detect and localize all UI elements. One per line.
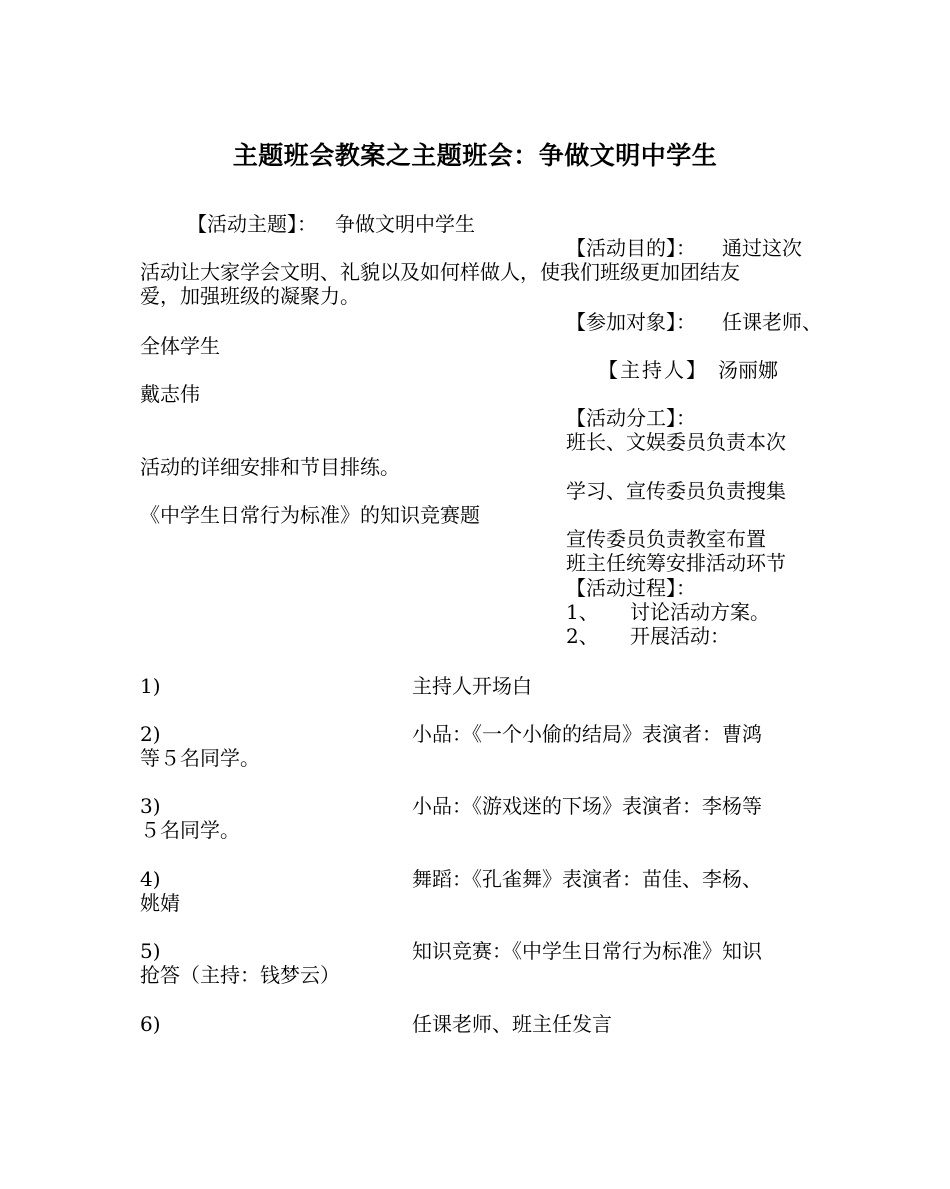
program-item-line2: ５名同学。 xyxy=(140,818,240,842)
theme-value: 争做文明中学生 xyxy=(335,212,475,236)
program-item-line1: 知识竞赛：《中学生日常行为标准》知识 xyxy=(412,939,762,963)
program-item-line1: 小品：《一个小偷的结局》表演者：曹鸿 xyxy=(412,722,762,746)
division-line-e: 宣传委员负责教室布置 xyxy=(566,527,766,551)
program-item-line1: 主持人开场白 xyxy=(412,674,532,698)
division-line-b: 活动的详细安排和节目排练。 xyxy=(140,455,400,479)
program-item-line2: 抢答（主持：钱梦云） xyxy=(140,963,340,987)
program-item-line2: 等５名同学。 xyxy=(140,746,260,770)
division-line-f: 班主任统筹安排活动环节 xyxy=(566,551,786,575)
division-line-c: 学习、宣传委员负责搜集 xyxy=(566,479,786,503)
host-label: 【主持人】 xyxy=(598,358,708,382)
process-label: 【活动过程】： xyxy=(566,576,696,600)
program-item-line2: 姚婧 xyxy=(140,891,180,915)
purpose-line3: 爱，加强班级的凝聚力。 xyxy=(140,284,360,308)
program-item-line1: 任课老师、班主任发言 xyxy=(412,1012,612,1036)
purpose-line2: 活动让大家学会文明、礼貌以及如何样做人，使我们班级更加团结友 xyxy=(140,260,740,284)
theme-label: 【活动主题】： xyxy=(187,212,317,236)
participants-label: 【参加对象】： xyxy=(566,310,696,334)
program-item-line1: 舞蹈：《孔雀舞》表演者：苗佳、李杨、 xyxy=(412,867,762,891)
program-item-num: 2) xyxy=(140,722,161,746)
division-line-a: 班长、文娱委员负责本次 xyxy=(566,430,786,454)
program-item-num: 1) xyxy=(140,674,161,698)
process-step-text: 开展活动： xyxy=(630,624,730,648)
division-label: 【活动分工】： xyxy=(566,406,696,430)
purpose-label: 【活动目的】： xyxy=(566,236,696,260)
purpose-line1-end: 通过这次 xyxy=(722,236,802,260)
division-line-d: 《中学生日常行为标准》的知识竞赛题 xyxy=(140,503,480,527)
process-step-num: 1、 xyxy=(566,600,599,624)
process-step-num: 2、 xyxy=(566,624,599,648)
program-item-num: 4) xyxy=(140,867,161,891)
participants-line1-end: 任课老师、 xyxy=(722,310,822,334)
host-name1: 汤丽娜 xyxy=(718,358,778,382)
program-item-line1: 小品：《游戏迷的下场》表演者：李杨等 xyxy=(412,794,762,818)
program-item-num: 3) xyxy=(140,794,161,818)
program-item-num: 6) xyxy=(140,1012,161,1036)
participants-line2: 全体学生 xyxy=(140,334,220,358)
program-item-num: 5) xyxy=(140,939,161,963)
process-step-text: 讨论活动方案。 xyxy=(630,600,770,624)
host-name2: 戴志伟 xyxy=(140,382,200,406)
document-title: 主题班会教案之主题班会：争做文明中学生 xyxy=(232,141,718,170)
